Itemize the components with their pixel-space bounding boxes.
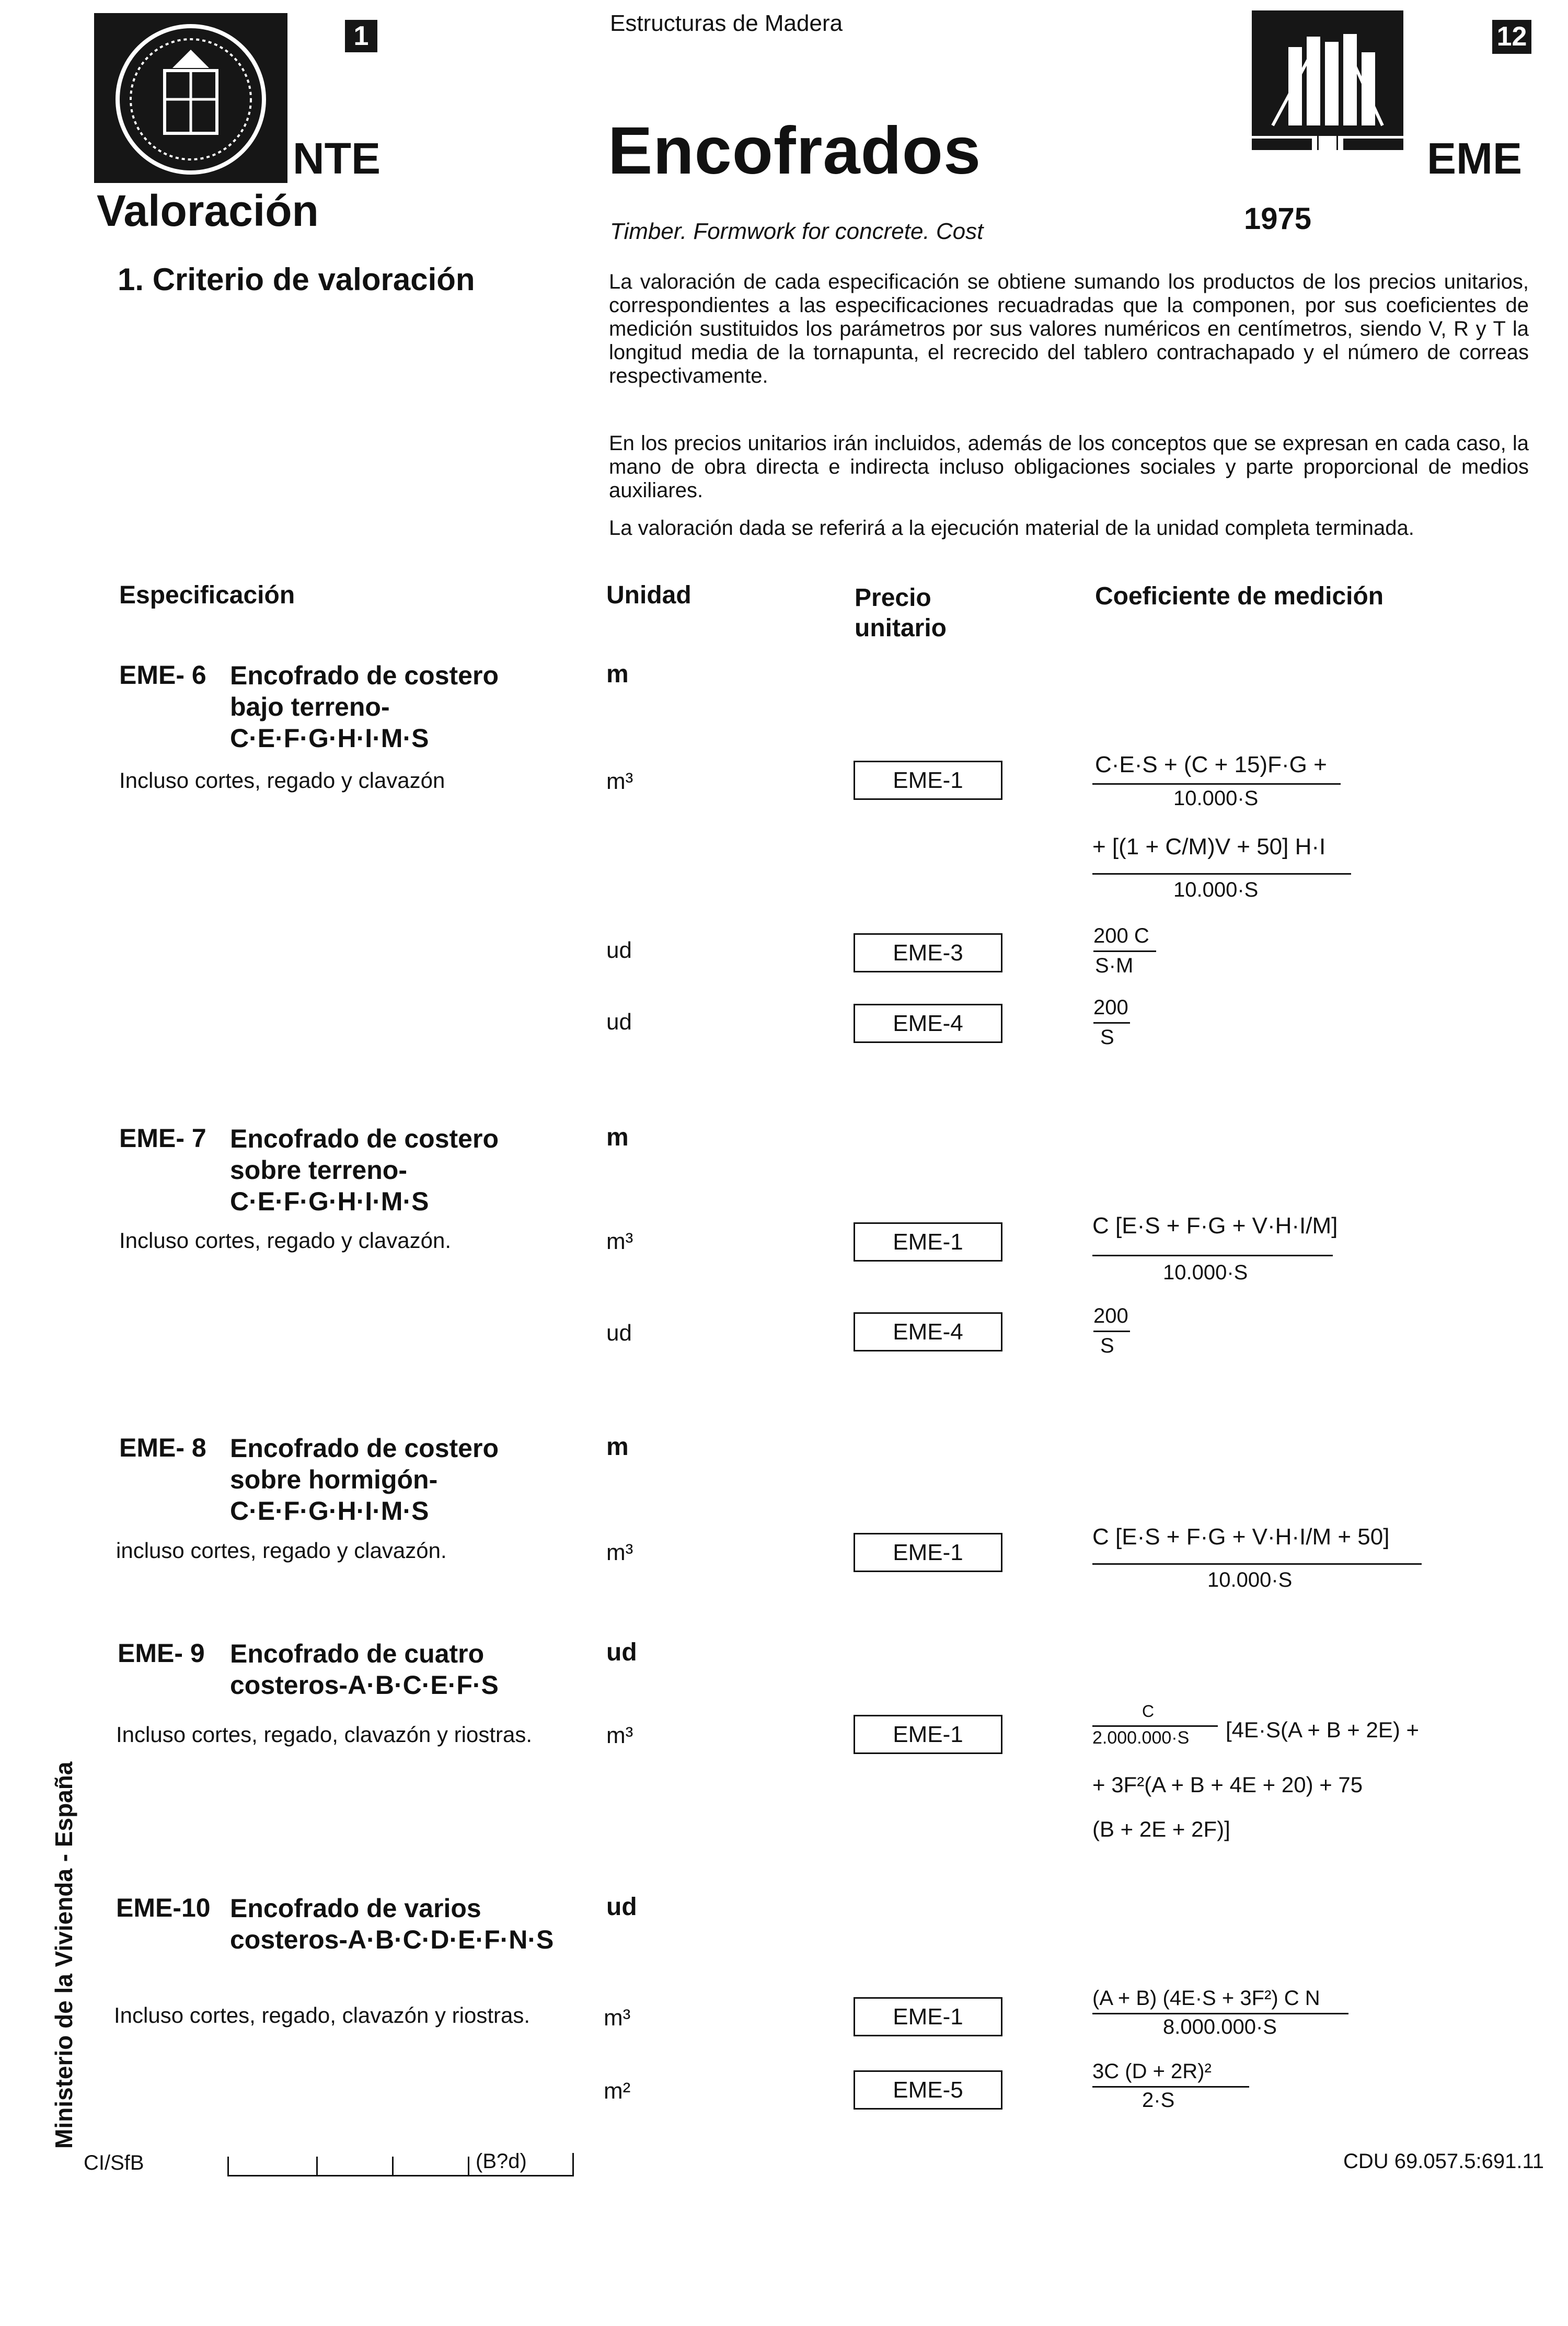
row-unit: m³ (606, 1540, 633, 1565)
formula-numerator: C [E·S + F·G + V·H·I/M + 50] (1092, 1524, 1390, 1550)
column-header-price: Precio unitario (855, 584, 947, 642)
formula-denominator: S (1100, 1334, 1114, 1357)
price-box: EME-3 (854, 933, 1002, 972)
fraction-bar (1093, 1331, 1130, 1332)
ministry-seal-logo (94, 13, 287, 183)
formula-denominator: S·M (1095, 954, 1134, 977)
eme-bar-gap (1317, 128, 1338, 150)
price-box: EME-1 (854, 1997, 1002, 2036)
price-box: EME-4 (854, 1312, 1002, 1351)
criterio-paragraph-2: En los precios unitarios irán incluidos, además de los conceptos que se expresan en cada caso, la mano de obra directa e indirecta incluso obligaciones sociales y parte proporcional de medios auxiliares. (609, 432, 1529, 502)
formula-denominator: 8.000.000·S (1163, 2015, 1277, 2038)
formula-numerator: C (1142, 1702, 1155, 1721)
spec-unit: m (606, 1124, 629, 1151)
english-subtitle: Timber. Formwork for concrete. Cost (610, 219, 984, 244)
ministry-vertical-label: Ministerio de la Vivienda - España (50, 1761, 77, 2149)
fraction-bar (1092, 1725, 1218, 1727)
spec-note: incluso cortes, regado y clavazón. (116, 1538, 447, 1563)
price-box: EME-1 (854, 1222, 1002, 1262)
row-unit: m³ (606, 1229, 633, 1254)
cisfb-tick (572, 2153, 574, 2176)
section-title: Valoración (97, 186, 319, 235)
cisfb-label: CI/SfB (84, 2151, 144, 2174)
timber-icon (1252, 10, 1403, 136)
fraction-bar (1092, 2013, 1348, 2014)
column-header-unit: Unidad (606, 581, 691, 609)
fraction-bar (1092, 783, 1341, 785)
spec-note: Incluso cortes, regado y clavazón. (119, 1228, 452, 1253)
fraction-bar (1092, 1563, 1422, 1565)
spec-code: EME- 7 (119, 1124, 206, 1153)
spec-unit: m (606, 660, 629, 688)
cisfb-tick (392, 2157, 394, 2176)
page-number-left: 1 (345, 20, 377, 52)
eme-bar (1252, 139, 1312, 150)
formula-numerator: 200 (1093, 996, 1128, 1019)
cisfb-tick (316, 2157, 318, 2176)
cisfb-tick (227, 2157, 229, 2176)
formula-line: + 3F²(A + B + 4E + 20) + 75 (1092, 1772, 1363, 1797)
formula-line: [4E·S(A + B + 2E) + (1226, 1717, 1420, 1742)
formula-denominator: 10.000·S (1163, 1261, 1248, 1284)
spec-code: EME-10 (116, 1893, 211, 1922)
spec-code: EME- 8 (119, 1433, 206, 1462)
row-unit: ud (606, 1009, 632, 1035)
page-number-right: 12 (1492, 20, 1531, 54)
fraction-bar (1093, 1022, 1130, 1024)
formula-numerator: + [(1 + C/M)V + 50] H·I (1092, 834, 1326, 860)
cdu-label: CDU 69.057.5:691.11 (1343, 2150, 1544, 2173)
fraction-bar (1093, 950, 1156, 952)
spec-unit: ud (606, 1638, 637, 1666)
price-box: EME-1 (854, 1715, 1002, 1754)
formula-denominator: S (1100, 1026, 1114, 1049)
formula-numerator: 200 (1093, 1304, 1128, 1327)
column-header-spec: Especificación (119, 581, 295, 609)
cisfb-code: (B?d) (476, 2150, 527, 2173)
nte-label: NTE (293, 134, 381, 183)
criterio-heading: 1. Criterio de valoración (118, 262, 475, 297)
column-header-coef: Coeficiente de medición (1095, 582, 1384, 610)
spec-title: Encofrado de cuatro costeros-A·B·C·E·F·S (230, 1639, 499, 1700)
eme-label: EME (1427, 134, 1523, 183)
spec-title: Encofrado de costero sobre hormigón-C·E·F·G·H·I·M·S (230, 1434, 499, 1526)
formula-denominator: 10.000·S (1207, 1568, 1293, 1591)
cisfb-tick (468, 2157, 469, 2176)
row-unit: m² (604, 2078, 631, 2104)
formula-denominator: 10.000·S (1173, 787, 1259, 810)
price-box: EME-1 (854, 761, 1002, 800)
price-box: EME-1 (854, 1533, 1002, 1572)
formula-numerator: 3C (D + 2R)² (1092, 2060, 1212, 2083)
spec-title: Encofrado de costero bajo terreno-C·E·F·G·H·I·M·S (230, 661, 499, 753)
collection-label: Estructuras de Madera (610, 10, 843, 36)
formula-numerator: (A + B) (4E·S + 3F²) C N (1092, 1987, 1320, 2010)
row-unit: ud (606, 937, 632, 963)
criterio-paragraph-3: La valoración dada se referirá a la ejecución material de la unidad completa terminada. (609, 517, 1414, 540)
formula-line: (B + 2E + 2F)] (1092, 1817, 1230, 1841)
row-unit: m³ (604, 2005, 631, 2031)
seal-icon (94, 13, 287, 183)
formula-numerator: C·E·S + (C + 15)F·G + (1095, 752, 1327, 777)
spec-unit: ud (606, 1893, 637, 1921)
spec-note: Incluso cortes, regado y clavazón (119, 768, 445, 793)
spec-code: EME- 6 (119, 660, 206, 690)
year-label: 1975 (1244, 202, 1312, 236)
spec-code: EME- 9 (118, 1638, 205, 1668)
spec-note: Incluso cortes, regado, clavazón y riostras. (116, 1722, 533, 1747)
row-unit: m³ (606, 769, 633, 794)
spec-unit: m (606, 1433, 629, 1461)
price-box: EME-5 (854, 2070, 1002, 2110)
row-unit: ud (606, 1320, 632, 1346)
fraction-bar (1092, 1255, 1333, 1256)
timber-stack-logo (1252, 10, 1403, 136)
cisfb-grid (227, 2175, 572, 2176)
price-box: EME-4 (854, 1004, 1002, 1043)
fraction-bar (1092, 2086, 1249, 2088)
spec-title: Encofrado de costero sobre terreno-C·E·F·G·H·I·M·S (230, 1124, 499, 1216)
page-title: Encofrados (608, 113, 982, 188)
formula-denominator: 2·S (1142, 2089, 1175, 2112)
formula-denominator: 10.000·S (1173, 878, 1259, 901)
formula-numerator: 200 C (1093, 924, 1149, 947)
criterio-paragraph-1: La valoración de cada especificación se obtiene sumando los productos de los precios unitarios, correspondientes a las especificaciones recuadradas que la componen, por sus coeficientes de medición sustituidos los parámetros por sus valores numéricos en centímetros, siendo V, R y T la longitud media de la tornapunta, el recrecido del tablero contrachapado y el número de correas respectivamente. (609, 270, 1529, 387)
fraction-bar (1092, 873, 1351, 875)
formula-denominator: 2.000.000·S (1092, 1728, 1190, 1748)
spec-title: Encofrado de varios costeros-A·B·C·D·E·F·N·S (230, 1894, 554, 1954)
formula-numerator: C [E·S + F·G + V·H·I/M] (1092, 1213, 1338, 1239)
eme-bar-right (1343, 139, 1403, 150)
row-unit: m³ (606, 1723, 633, 1748)
spec-note: Incluso cortes, regado, clavazón y riostras. (114, 2003, 531, 2027)
